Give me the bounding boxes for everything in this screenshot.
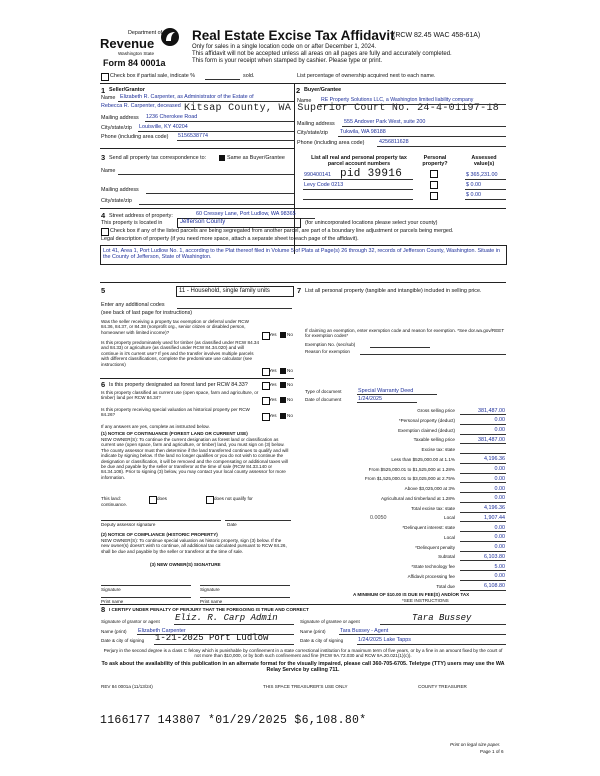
header-note-2: This affidavit will not be accepted unless all areas on all pages are fully and accurately completed.	[192, 51, 452, 57]
legal-paper-note: Print on legal size paper.	[450, 742, 501, 747]
this-land-label: This land:	[101, 496, 121, 501]
buyer-mailing[interactable]: 555 Andover Park West, suite 200	[344, 119, 426, 125]
print-name-label: Print name	[101, 599, 124, 604]
grantee-date-line	[357, 644, 506, 645]
tax-row-label: *Delinquent penalty	[415, 544, 455, 550]
tax-row-line	[460, 443, 506, 444]
new-owner-print-2[interactable]	[200, 597, 290, 598]
partial-percent-field[interactable]	[205, 79, 240, 80]
land-use-value: 11 - Household, single family units	[179, 288, 270, 294]
tax-row-label: Less than $525,000.00 at 1.1%	[391, 456, 455, 462]
header-note-1: Only for sales in a single location code on or after December 1, 2024.	[192, 44, 377, 50]
tax-row-label: Gross selling price	[417, 408, 455, 413]
corr-mailing-label: Mailing address	[101, 187, 139, 193]
tax-row-value[interactable]: 0.00	[494, 495, 505, 502]
doc-date-label: Date of document	[305, 397, 342, 402]
yes-label: Yes	[269, 397, 277, 402]
grantee-sig-label: Signature of grantee or agent	[300, 619, 360, 624]
tax-row-label: Local	[444, 515, 455, 521]
grantee-name-label: Name (print)	[300, 629, 326, 634]
notice1-title: (1) NOTICE OF CONTINUANCE (FOREST LAND OR CURRENT USE)	[101, 431, 248, 436]
buyer-name-label: Name	[297, 98, 312, 104]
tax-row-value[interactable]: 0.00	[494, 466, 505, 472]
notice2-title: (2) NOTICE OF COMPLIANCE (HISTORIC PROPERTY)	[101, 532, 218, 537]
header-note-3: This form is your receipt when stamped by cashier. Please type or print.	[192, 58, 383, 64]
court-note: Kitsap County, WA Superior Court No. 24-4-01197-18	[184, 103, 500, 114]
tax-row-label: Taxable selling price	[413, 437, 455, 443]
treasurer-use: THIS SPACE TREASURER'S USE ONLY	[263, 684, 348, 689]
tax-row-value[interactable]: 1,907.44	[484, 514, 505, 521]
exemption-note: If claiming an exemption, enter exemption code and reason for exemption. *See dor.wa.gov/REET for exemption codes*	[305, 328, 505, 339]
dept-logo-text: Revenue	[100, 36, 155, 51]
parcel-row-1-number[interactable]: Levy Code 0213	[304, 182, 344, 188]
grantee-sig-line	[380, 624, 506, 625]
certify-num: 8	[101, 605, 106, 614]
alt-format-notice: To ask about the availability of this publication in an alternate format for the visually impaired, please call 360-705-6705. Teletype (TTY) users may use the WA Relay Service by calling 711.	[101, 661, 505, 674]
new-owner-print-1[interactable]	[101, 597, 191, 598]
minimum-due: A MINIMUM OF $10.00 IS DUE IN FEE(S) AND/OR TAX	[353, 592, 470, 597]
located-label: This property is located in	[101, 220, 163, 226]
tax-row-value[interactable]: 6,108.80	[484, 583, 505, 589]
doc-date-line	[357, 402, 417, 403]
tax-row-line	[460, 590, 506, 591]
parcel-row-0-note: pid 39916	[340, 168, 403, 180]
codes-field[interactable]	[177, 308, 292, 309]
new-owner-sig-1[interactable]	[101, 585, 191, 586]
ownership-note: List percentage of ownership acquired next to each name.	[297, 73, 436, 79]
revenue-logo-icon	[160, 27, 180, 47]
county-treasurer: COUNTY TREASURER	[418, 684, 467, 689]
no-label: No	[287, 397, 293, 402]
buyer-mailing-label: Mailing address	[297, 121, 335, 127]
tax-row-line	[460, 414, 506, 415]
tax-row-line	[460, 531, 506, 532]
divider	[100, 208, 506, 209]
grantor-sig-line	[174, 624, 294, 625]
county-select[interactable]	[177, 218, 301, 228]
dept-state: Washington State	[118, 51, 155, 56]
tax-row-label: *State technology fee	[411, 564, 455, 569]
tax-row-line	[460, 512, 506, 513]
seller-num: 1	[101, 86, 106, 95]
parcel-row-2-personal[interactable]	[430, 192, 438, 200]
corr-mailing-field[interactable]	[146, 193, 294, 194]
tax-row-label: Excise tax: state	[421, 447, 455, 452]
parcel-row-1-line	[303, 189, 413, 190]
seller-mailing-line	[145, 121, 294, 122]
tax-row-label: From $525,000.01 to $1,525,000 at 1.28%	[368, 466, 455, 472]
parcel-row-1-personal[interactable]	[430, 181, 438, 189]
grantee-date[interactable]: 1/24/2025 Lake Tapps	[358, 637, 411, 643]
tax-row-label: *Delinquent interest: state	[402, 525, 455, 530]
tax-row-line	[460, 560, 506, 561]
parcel-row-1-vline	[465, 189, 506, 190]
certify-heading: I CERTIFY UNDER PENALTY OF PERJURY THAT THE FOREGOING IS TRUE AND CORRECT	[109, 607, 309, 612]
tax-row-value[interactable]: 0.00	[494, 475, 505, 482]
parcel-row-0-vline	[465, 179, 506, 180]
tax-row-value[interactable]: 0.00	[494, 485, 505, 492]
tax-row-line	[460, 482, 506, 483]
tax-row-label: Above $3,025,000 at 3%	[404, 486, 455, 491]
seller-city[interactable]: Louisville, KY 40204	[139, 124, 188, 130]
seller-name-2[interactable]: Rebecca R. Carpenter, deceased	[101, 103, 181, 109]
tax-row-line	[460, 580, 506, 581]
parcel-row-2-line	[303, 199, 413, 200]
notice3-title: (3) NEW OWNER(S) SIGNATURE	[150, 562, 221, 567]
street-label: Street address of property:	[109, 213, 173, 219]
tax-row-line	[460, 492, 506, 493]
tax-row-value[interactable]: 0.00	[494, 417, 505, 424]
partial-sale-label: Check box if partial sale, indicate %	[110, 73, 196, 79]
signature-label: Signature	[101, 587, 121, 592]
grantor-name-label: Name (print)	[101, 629, 127, 634]
grantee-name[interactable]: Tara Bussey - Agent	[340, 628, 389, 634]
tax-row-line	[460, 473, 506, 474]
notice1-text: NEW OWNER(S): To continue the current designation as forest land or classification as current use (open space, farm and agriculture, or timber) land, you must sign on (3) below. The county assessor must then determine if the land transferred continues to qualify and will indicate by signing below. If the land no longer qualifies or you do not wish to continue the designation or classification, it will be removed and the compensating or additional taxes will be due and payable by the seller or transferor at the time of sale (RCW 84.33.140 or 84.34.108). Prior to signing (3) below, you may contact your local county assessor for more information.	[101, 437, 289, 480]
tax-row-line	[460, 551, 506, 552]
local-rate: 0.0050	[370, 515, 387, 522]
same-as-buyer-checkbox[interactable]	[219, 155, 225, 161]
tax-row-value[interactable]: 0.00	[494, 544, 505, 550]
parcel-header: List all real and personal property tax parcel account numbers	[311, 155, 407, 168]
parcel-row-0-value[interactable]: $ 365,231.00	[466, 172, 498, 178]
form-number: Form 84 0001a	[103, 58, 166, 68]
buyer-name-line	[318, 104, 506, 105]
buyer-city[interactable]: Tukwila, WA 98188	[340, 129, 386, 135]
tax-row-line	[460, 424, 506, 425]
tax-row-value[interactable]: 0.00	[494, 524, 505, 531]
tax-row-label: Affidavit processing fee	[407, 573, 455, 579]
property-num: 4	[101, 211, 106, 220]
yes-label: Yes	[269, 332, 277, 337]
deputy-sig-field[interactable]	[101, 520, 221, 521]
tax-row-value[interactable]: 0.00	[494, 573, 505, 580]
sec6-num: 6	[101, 380, 106, 389]
partial-sale-checkbox[interactable]	[101, 73, 109, 81]
new-owner-sig-2[interactable]	[200, 585, 290, 586]
tax-row-label: Local	[444, 534, 455, 540]
doc-type-line	[357, 394, 437, 395]
grantor-date[interactable]: 1-21-2025 Port Ludlow	[155, 633, 269, 643]
boundary-checkbox[interactable]	[101, 228, 109, 236]
legal-description-box[interactable]	[100, 245, 507, 265]
sec6-if-yes: If any answers are yes, complete as instructed below.	[101, 424, 210, 429]
grantee-name-line	[339, 634, 506, 635]
seller-mailing-label: Mailing address	[101, 115, 139, 121]
tax-row-label: Total due	[436, 583, 455, 589]
perjury-notice: Perjury in the second degree is a class C felony which is punishable by confinement in a state correctional institution for a maximum term of five years, or by a fine in an amount fixed by the court of not more than $10,000, or by both such confinement and fine (RCW 9A.72.030 and RCW 9A.20.021(1)(c)).	[103, 648, 503, 659]
divider	[100, 83, 506, 84]
grantor-date-line	[154, 644, 294, 645]
parcel-row-1-value[interactable]: $ 0.00	[466, 182, 481, 188]
sec5-q2: Is this property predominately used for timber (as classified under RCW 84.34 and 84.33) or agriculture (as classified under RCW 84.34.020) and will continue in it's current use? If yes and the transfer involves multiple parcels with different classifications, complete the predominate use calculator (see instructions)	[101, 340, 260, 367]
sec6-q1-no[interactable]	[280, 382, 286, 388]
does-label: does	[157, 496, 167, 501]
legal-description: Lot 41, Area 1, Port Ludlow No. 1, according to the Plat thereof filed in Volume 5 of Plats at Page(s) 26 through 32, records of Jefferson County, Washington. Situate in the County of Jefferson, State of Washington.	[103, 248, 500, 261]
deputy-date-label: Date	[227, 522, 237, 527]
yes-label: Yes	[269, 413, 277, 418]
divider	[100, 282, 506, 283]
tax-row-value[interactable]: 381,487.00	[478, 436, 505, 443]
divider	[100, 378, 294, 379]
tax-row-value[interactable]: 4,196.36	[484, 456, 505, 463]
grantor-name[interactable]: Elizabeth Carpenter	[138, 628, 186, 634]
tax-row-value[interactable]: 381,487.00	[478, 407, 505, 414]
tax-row-label: Subtotal	[438, 554, 455, 560]
see-instructions: *SEE INSTRUCTIONS	[402, 598, 449, 603]
buyer-phone-line	[377, 146, 506, 147]
codes-label: Enter any additional codes	[101, 302, 165, 308]
sec6-q2-no[interactable]	[280, 397, 286, 403]
grantor-signature[interactable]: Eliz. R. Carp Admin	[175, 613, 278, 623]
buyer-city-label: City/state/zip	[297, 130, 328, 136]
page-number: Page 1 of 6	[480, 749, 504, 754]
parcel-row-0-personal[interactable]	[430, 170, 438, 178]
legal-label: Legal description of property (if you need more space, attach a separate sheet to each page of the affidavit).	[101, 236, 359, 242]
sec5-q1: Was the seller receiving a property tax exemption or deferral under RCW 84.36, 84.37, or 84.38 (nonprofit org., senior citizen or disabled person, homeowner with limited income)?	[101, 319, 249, 335]
seller-name-1[interactable]: Elizabeth R. Carpenter, as Administrator of the Estate of	[120, 94, 254, 100]
seller-name-label: Name	[101, 95, 116, 101]
seller-city-label: City/state/zip	[101, 125, 132, 131]
sec5-num: 5	[101, 286, 106, 295]
seller-city-line	[138, 131, 294, 132]
grantee-signature[interactable]: Tara Bussey	[412, 613, 472, 623]
no-label: No	[287, 332, 293, 337]
street-value[interactable]: 60 Cressey Lane, Port Ludlow, WA 98365	[196, 211, 296, 217]
tax-row-label: Agricultural and timberland at 1.28%	[380, 495, 455, 501]
buyer-mailing-line	[342, 126, 506, 127]
tax-row-line	[460, 463, 506, 464]
doc-type-value[interactable]: Special Warranty Deed	[358, 388, 414, 394]
corr-name-field[interactable]	[118, 174, 294, 175]
tax-row-value[interactable]: 0.00	[494, 534, 505, 541]
sec6-q2: Is this property classified as current use (open space, farm and agriculture, or timber) land per RCW 84.34?	[101, 390, 259, 401]
deputy-sig-label: Deputy assessor signature	[101, 522, 156, 527]
no-label: No	[287, 368, 293, 373]
exemption-no-field[interactable]	[370, 347, 430, 348]
grantor-date-label: Date & city of signing	[101, 638, 145, 643]
tax-row-value[interactable]: 4,196.36	[484, 505, 505, 511]
sec6-q1: Is this property designated as forest land per RCW 84.33?	[109, 382, 248, 388]
tax-row-label: Total excise tax: state	[411, 505, 455, 511]
does-not-label: does not qualify for	[214, 496, 253, 501]
sec6-q3-no[interactable]	[280, 413, 286, 419]
doc-type-label: Type of document	[305, 389, 342, 394]
tax-row-line	[460, 521, 506, 522]
parcel-row-0-line	[303, 179, 413, 180]
corr-name-label: Name	[101, 168, 116, 174]
no-label: No	[287, 413, 293, 418]
deputy-date-field[interactable]	[225, 520, 291, 521]
assessed-header: Assessed value(s)	[471, 155, 497, 168]
tax-row-label: From $1,525,000.01 to $3,025,000 at 2.75%	[364, 476, 455, 482]
codes-note: (see back of last page for instructions)	[101, 310, 193, 316]
parcel-row-2-vline	[465, 199, 506, 200]
corr-city-field[interactable]	[139, 204, 294, 205]
grantor-sig-label: Signature of grantor or agent	[101, 619, 160, 624]
buyer-name[interactable]: RE Property Solutions LLC, a Washington limited liability company	[321, 97, 474, 103]
boundary-label: Check box if any of the listed parcels are being segregated from another parcel, are part of a boundary line adjustment or parcels being merged.	[110, 228, 454, 234]
corr-num: 3	[101, 153, 106, 162]
buyer-city-line	[338, 136, 506, 137]
seller-heading: Seller/Grantor	[109, 87, 145, 93]
sec7-num: 7	[297, 286, 302, 295]
sec5-q1-no[interactable]	[280, 332, 286, 338]
dept-line1: Department of	[128, 30, 163, 36]
buyer-phone[interactable]: 4256811628	[379, 139, 409, 145]
rev-number: REV 84 0001a (11/13/24)	[101, 684, 153, 689]
grantee-date-label: Date & city of signing	[300, 638, 344, 643]
reason-field[interactable]	[360, 354, 506, 355]
land-use-select[interactable]	[176, 286, 294, 297]
seller-phone-line	[177, 140, 294, 141]
sec7-label: List all personal property (tangible and intangible) included in selling price.	[305, 288, 482, 294]
tax-row-line	[460, 502, 506, 503]
personal-header: Personal property?	[422, 155, 448, 168]
buyer-phone-label: Phone (including area code)	[297, 140, 365, 146]
corr-label: Send all property tax correspondence to:	[109, 155, 207, 161]
tax-row-line	[460, 434, 506, 435]
tax-row-label: *Personal property (deduct)	[398, 417, 455, 423]
divider	[100, 148, 294, 149]
sec5-q2-no[interactable]	[280, 368, 286, 374]
does-checkbox[interactable]	[149, 496, 157, 504]
tax-row-value[interactable]: 6,103.80	[484, 553, 505, 560]
sec6-q3: Is this property receiving special valuation as historical property per RCW 84.26?	[101, 407, 250, 418]
exemption-no-label: Exemption No. (sec/sub)	[305, 342, 356, 347]
yes-label: Yes	[269, 368, 277, 373]
tax-row-line	[460, 541, 506, 542]
doc-date-value[interactable]: 1/24/2025	[358, 396, 382, 402]
same-as-buyer-label: Same as Buyer/Grantee	[227, 155, 285, 161]
treasurer-stamp: 1166177 143807 *01/29/2025 $6,108.80*	[100, 714, 367, 727]
seller-phone-label: Phone (including area code)	[101, 134, 169, 140]
buyer-num: 2	[296, 86, 301, 95]
print-name-label: Print name	[200, 599, 223, 604]
yes-label: Yes	[269, 382, 277, 387]
tax-row-line	[460, 453, 506, 454]
title-rcw: (RCW 82.45 WAC 458-61A)	[393, 32, 481, 39]
does-not-checkbox[interactable]	[206, 496, 214, 504]
tax-row-value[interactable]: 5.00	[494, 563, 505, 570]
no-label: No	[287, 382, 293, 387]
reason-label: Reason for exemption	[305, 349, 350, 354]
tax-row-value[interactable]: 0.00	[494, 427, 505, 433]
unincorporated-note: (for unincorporated locations please select your county)	[305, 220, 438, 226]
seller-name-line	[118, 101, 294, 102]
page-title: Real Estate Excise Tax Affidavit	[192, 28, 395, 43]
seller-mailing[interactable]: 1236 Cherokee Road	[146, 114, 198, 120]
tax-row-label: Exemption claimed (deduct)	[398, 427, 455, 433]
corr-city-label: City/state/zip	[101, 198, 132, 204]
parcel-row-0-number[interactable]: 990400141	[304, 172, 331, 178]
seller-phone[interactable]: 5156538774	[178, 133, 208, 139]
notice2-text: NEW OWNER(S): To continue special valuation as historic property, sign (3) below. If the new owner(s) doesn't wish to continue, all additional tax calculated pursuant to RCW 84.26, shall be due and payable by the seller or transferor at the time of sale.	[101, 538, 287, 554]
tax-row-line	[460, 570, 506, 571]
partial-sold-label: sold.	[243, 73, 255, 79]
divider	[100, 604, 506, 605]
parcel-row-2-value[interactable]: $ 0.00	[466, 192, 481, 198]
county-value: Jefferson County	[180, 219, 226, 225]
signature-label: Signature	[200, 587, 220, 592]
buyer-heading: Buyer/Grantee	[304, 87, 342, 93]
continuance-label: continuance.	[101, 502, 128, 507]
